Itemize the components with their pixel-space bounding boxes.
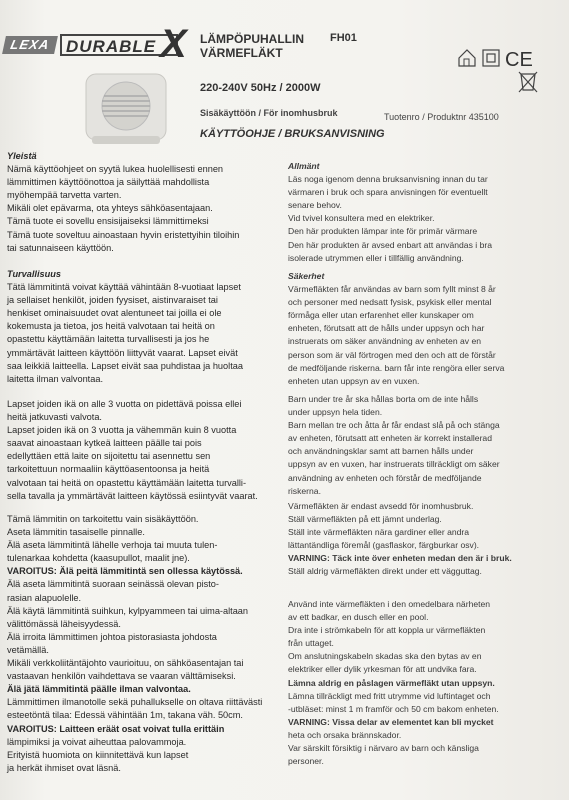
fi-safety-heading: Turvallisuus (7, 269, 61, 279)
text-line: från uttaget. (288, 638, 334, 649)
product-title-sv: VÄRMEFLÄKT (200, 46, 283, 60)
text-line: och användningsklar samt att barnen hålls under (288, 446, 474, 457)
text-line: Nämä käyttöohjeet on syytä lukea huolellisesti ennen (7, 164, 224, 175)
text-line: heta och orsaka brännskador. (288, 729, 402, 740)
text-line: edellyttäen että laite on sijoitettu tai asennettu sen (7, 451, 211, 462)
text-line: myöhempää tarvetta varten. (7, 190, 122, 201)
fi-children-section (7, 398, 287, 503)
product-title-fi: LÄMPÖPUHALLIN (200, 32, 304, 46)
text-line: Ställ värmefläkten på ett jämnt underlag. (288, 514, 442, 525)
text-line: Lämmittimen ilmanotolle sekä puhallukselle on oltava riittävästi (7, 697, 263, 708)
text-line: VAROITUS: Älä peitä lämmitintä sen ollessa käytössä. (7, 566, 243, 577)
text-line: lättantändliga föremål (gasflaskor, färgburkar osv). (288, 540, 480, 551)
text-line: instruerats om säker användning av enheten av en (288, 336, 482, 347)
text-line: Lapset joiden ikä on alle 3 vuotta on pidettävä poissa ellei (7, 399, 242, 409)
text-line: under uppsyn hela tiden. (288, 407, 383, 418)
text-line: Tätä lämmitintä voivat käyttää vähintään 8-vuotiaat lapset (7, 282, 241, 293)
text-line: tulenarkaa kohdetta (kaasupullot, maalit jne). (7, 553, 190, 564)
text-line: VARNING: Täck inte över enheten medan den är i bruk. (288, 553, 512, 564)
text-line: ja sellaiset henkilöt, joiden fyysiset, aistinvaraiset tai (7, 295, 218, 306)
text-line: ymmärtävät laitteen käyttöön liittyvät vaarat. Lapset eivät (7, 347, 238, 358)
text-line: isolerade utrymmen eller i tillfällig användning. (288, 252, 464, 263)
text-line: lämmittimen käyttöönottoa ja säilyttää mahdollista (7, 177, 210, 188)
text-line: Den här produkten lämpar inte för primär värmare (288, 226, 478, 237)
text-line: lämpimiksi ja voivat aiheuttaa palovammoja. (7, 736, 187, 747)
text-line: tarkoitettuun normaaliin käyttöasentoonsa ja heitä (7, 464, 210, 475)
text-line: förmåga eller utan erfarenhet eller kunskaper om (288, 310, 474, 321)
text-line: enheten, förutsatt att de hålls under uppsyn och har (288, 323, 485, 334)
text-line: Den här produkten är avsed enbart att användas i bra (288, 239, 492, 250)
text-line: person som är väl förtrogen med den och att de förstår (288, 349, 496, 360)
electrical-spec: 220-240V 50Hz / 2000W (200, 82, 321, 94)
text-line: senare behov. (288, 200, 342, 211)
text-line: Aseta lämmitin tasaiselle pinnalle. (7, 527, 145, 538)
text-line: vastaavan henkilön vaihdettava se vaaran välttämiseksi. (7, 671, 236, 682)
text-line: henkiset ominaisuudet ovat alentuneet tai joilla ei ole (7, 308, 222, 319)
fi-general-section (7, 150, 287, 255)
text-line: rasian alapuolelle. (7, 592, 82, 603)
text-line: Mikäli olet epävarma, ota yhteys sähköasentajaan. (7, 203, 213, 214)
text-line: esteetöntä tilaa: Edessä vähintään 1m, takana väh. 50cm. (7, 710, 243, 721)
usage-note: Sisäkäyttöön / För inomhusbruk (200, 108, 338, 118)
text-line: Tämä tuote ei sovellu ensisijaiseksi lämmittimeksi (7, 216, 209, 227)
text-line: Älä jätä lämmitintä päälle ilman valvontaa. (7, 684, 191, 695)
text-line: Dra inte i strömkabeln för att koppla ur värmefläkten (288, 625, 486, 636)
sv-rules-section-2 (288, 598, 550, 768)
text-line: Var särskilt försiktig i närvaro av barn och känsliga (288, 743, 479, 754)
durable-logo: DURABLE (60, 34, 178, 56)
text-line: laitetta ilman valvontaa. (7, 373, 104, 384)
text-line: användning av enheten och förstår de medföljande (288, 472, 482, 483)
text-line: av enheten, förutsatt att enheten är korrekt installerad (288, 433, 492, 444)
text-line: -utbläset: minst 1 m framför och 50 cm bakom enheten. (288, 703, 499, 714)
text-line: Ställ inte värmefläkten nära gardiner eller andra (288, 527, 470, 538)
text-line: Älä irroita lämmittimen johtoa pistorasiasta johdosta (7, 631, 217, 642)
text-line: Älä käytä lämmitintä suihkun, kylpyammeen tai uima-altaan (7, 605, 249, 616)
text-line: Ställ aldrig värmefläkten direkt under ett vägguttag. (288, 566, 482, 577)
text-line: Lapset joiden ikä on 3 vuotta ja vähemmän kuin 8 vuotta (7, 425, 237, 436)
text-line: Mikäli verkkoliitäntäjohto vaurioituu, on sähköasentajan tai (7, 658, 244, 669)
finnish-column (7, 0, 287, 800)
brand-x-logo: X (160, 22, 187, 66)
fi-general-heading: Yleistä (7, 151, 37, 161)
text-line: ja herkät ihmiset ovat läsnä. (7, 762, 121, 773)
text-line: Tämä lämmitin on tarkoitettu vain sisäkäyttöön. (7, 514, 199, 524)
text-line: de medföljande riskerna. barn får inte rengöra eller serva (288, 362, 505, 373)
text-line: uppsyn av en vuxen, har instruerats tillräckligt om säker (288, 459, 500, 470)
article-number: Tuotenro / Produktnr 435100 (384, 112, 499, 122)
sv-children-section (288, 393, 550, 498)
text-line: vetämällä. (7, 644, 49, 655)
sv-rules-section-1 (288, 500, 550, 579)
fi-safety-section (7, 268, 287, 386)
model-number: FH01 (330, 32, 357, 44)
text-line: välittömässä läheisyydessä. (7, 618, 121, 629)
text-line: saa leikkiä laitteella. Lapset eivät saa puhdistaa ja huoltaa (7, 360, 243, 371)
text-line: och personer med nedsatt fysisk, psykisk eller mental (288, 297, 492, 308)
text-line: opastettu käyttämään laitetta turvallisesti ja jos he (7, 334, 210, 345)
text-line: Läs noga igenom denna bruksanvisning innan du tar (288, 174, 488, 185)
sv-safety-heading: Säkerhet (288, 271, 325, 281)
text-line: VAROITUS: Laitteen eräät osat voivat tulla erittäin (7, 723, 225, 734)
instructions-title: KÄYTTÖOHJE / BRUKSANVISNING (200, 128, 385, 140)
text-line: Älä aseta lämmitintä suoraan seinässä olevan pisto- (7, 579, 219, 590)
text-line: värmaren i bruk och spara anvisningen för eventuellt (288, 187, 488, 198)
text-line: saavat ainoastaan kytkeä laitteen päälle tai pois (7, 438, 202, 449)
text-line: heitä jatkuvasti valvota. (7, 412, 102, 423)
text-line: Lämna tillräckligt med fritt utrymme vid luftintaget och (288, 690, 491, 701)
text-line: kokemusta ja tietoa, jos heitä valvotaan tai heitä on (7, 321, 215, 332)
text-line: Erityistä huomiota on kiinnitettävä kun lapset (7, 749, 189, 760)
swedish-column (288, 0, 550, 800)
text-line: Värmefläkten får användas av barn som fyllt minst 8 år (288, 284, 496, 295)
sv-general-section (288, 160, 550, 265)
text-line: Tämä tuote soveltuu ainoastaan hyvin eristettyihin tiloihin (7, 229, 240, 240)
text-line: personer. (288, 756, 324, 767)
text-line: Barn mellan tre och åtta år får endast slå på och stänga (288, 420, 500, 431)
text-line: Älä aseta lämmitintä lähelle verhoja tai muuta tulen- (7, 540, 218, 551)
text-line: elektriker eller dylik yrkesman för att undvika fara. (288, 664, 477, 675)
text-line: riskerna. (288, 485, 321, 496)
text-line: av ett badkar, en dusch eller en pool. (288, 612, 429, 623)
text-line: Om anslutningskabeln skadas ska den bytas av en (288, 651, 482, 662)
lexa-logo: LEXA (2, 36, 58, 54)
text-line: Lämna aldrig en påslagen värmefläkt utan uppsyn. (288, 677, 495, 688)
text-line: Barn under tre år ska hållas borta om de inte hålls (288, 394, 479, 404)
ce-mark-icon: CE (505, 49, 533, 71)
sv-safety-section (288, 270, 550, 388)
fi-rules-section (7, 513, 287, 775)
text-line: valvotaan tai heitä on opastettu käyttämään laitetta turvalli- (7, 477, 247, 488)
text-line: enheten utan uppsyn av en vuxen. (288, 375, 420, 386)
text-line: VARNING: Vissa delar av elementet kan bli mycket (288, 716, 494, 727)
sv-general-heading: Allmänt (288, 161, 320, 171)
text-line: tai satunnaiseen käyttöön. (7, 242, 114, 253)
text-line: Använd inte värmefläkten i den omedelbara närheten (288, 599, 491, 609)
text-line: Värmefläkten är endast avsedd för inomhusbruk. (288, 501, 474, 511)
text-line: sella tavalla ja ymmärtävät laitteen käytössä esiintyvät vaarat. (7, 490, 258, 501)
text-line: Vid tvivel konsultera med en elektriker. (288, 213, 435, 224)
